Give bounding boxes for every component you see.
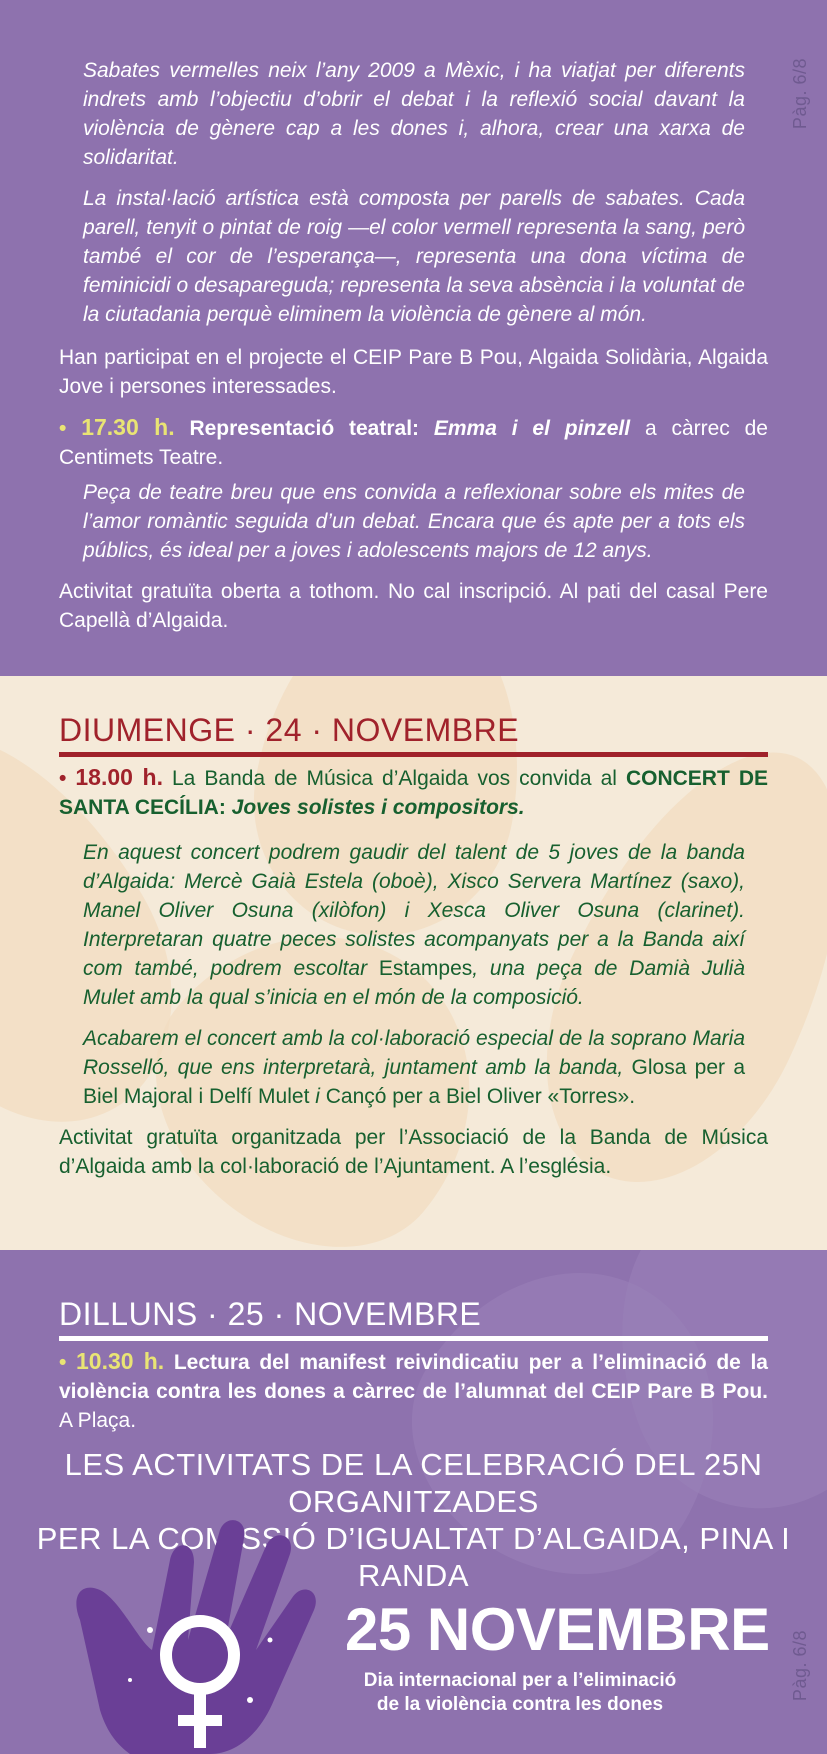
event-time: 17.30 h. [81, 414, 175, 440]
theatre-access-info: Activitat gratuïta oberta a tothom. No cal inscripció. Al pati del casal Pere Capellà d’Algaida. [59, 580, 768, 632]
concert-event [59, 763, 768, 822]
event-rest: A Plaça. [59, 1409, 137, 1432]
page-number-bottom: Pàg. 6/8 [790, 1630, 810, 1702]
section-sunday [0, 676, 827, 1250]
section1-content [59, 56, 768, 635]
concert-desc-b: , una peça de Damià Julià Mulet amb la qual s’inicia en el món de la composició. [83, 957, 745, 1009]
soprano-description [83, 1024, 745, 1111]
event-time: 18.00 h. [75, 764, 163, 790]
theatre-description: Peça de teatre breu que ens convida a reflexionar sobre els mites de l’amor romàntic seguida d’un debat. Encara que és apte per a tots els públics, és ideal per a joves i adolescents majors de 12 anys. [83, 481, 745, 562]
section3-content [59, 1294, 768, 1435]
concert-description [83, 838, 745, 1012]
closing-line-2: PER LA COMISSIÓ D’IGUALTAT D’ALGAIDA, PINA I RANDA [36, 1521, 791, 1593]
red-shoes-intro: Sabates vermelles neix l’any 2009 a Mèxic, i ha viatjat per diferents indrets amb l’objectiu d’obrir el debat i la reflexió social davant la violència de gènere cap a les dones i, alhora, crear una xarxa de solidaritat. [83, 59, 745, 169]
event-title: Emma i el pinzell [433, 417, 631, 440]
event-bold: CONCERT DE SANTA CECÍLIA: [59, 767, 768, 819]
soprano-desc-a: Acabarem el concert amb la col·laboració especial de la soprano Maria Rosselló, que ens interpretarà, juntament amb la banda, [83, 1027, 745, 1079]
participants-paragraph: Han participat en el projecte el CEIP Pare B Pou, Algaida Solidària, Algaida Jove i persones interessades. [59, 346, 768, 398]
day-title-sunday: DIUMENGE · 24 · NOVEMBRE [59, 710, 768, 757]
event-rest: a càrrec de Centimets Teatre. [59, 417, 768, 469]
event-time: 10.30 h. [76, 1348, 165, 1374]
theatre-event [59, 413, 768, 472]
logo-subtitle [345, 1669, 695, 1717]
event-subtitle: Joves solistes i compositors. [231, 796, 525, 819]
day-title-monday: DILLUNS · 25 · NOVEMBRE [59, 1294, 768, 1341]
concert-organizers: Activitat gratuïta organitzada per l’Associació de la Banda de Música d’Algaida amb la col·laboració de l’Ajuntament. A l’església. [59, 1126, 768, 1178]
page-number-top: Pàg. 6/8 [790, 58, 810, 130]
closing-line-1: LES ACTIVITATS DE LA CELEBRACIÓ DEL 25N ORGANITZADES [64, 1447, 763, 1519]
bullet-icon: • [59, 767, 67, 790]
manifest-event [59, 1347, 768, 1435]
installation-description: La instal·lació artística està composta per parells de sabates. Cada parell, tenyit o pintat de roig —el color vermell representa la sang, però també el cor de l’esperança—, representa una dona víctima de feminicidi o desapareguda; representa la seva absència i la voluntat de la ciutadania perquè eliminem la violència de gènere al món. [83, 187, 745, 326]
logo-title: 25 NOVEMBRE [345, 1596, 770, 1663]
soprano-conj: i [315, 1085, 320, 1108]
logo-subtitle-line-2: de la violència contra les dones [376, 1694, 664, 1715]
bullet-icon: • [59, 417, 67, 440]
work-title-glosa: Glosa per a Biel Majoral i Delfí Mulet [83, 1056, 745, 1108]
work-title-canco: Cançó per a Biel Oliver «Torres». [325, 1085, 636, 1108]
event-label: Representació teatral: [189, 417, 420, 440]
section-saturday-continued [0, 0, 827, 676]
event-text: La Banda de Música d’Algaida vos convida al [172, 767, 617, 790]
logo-subtitle-line-1: Dia internacional per a l’eliminació [363, 1670, 677, 1691]
bullet-icon: • [59, 1351, 67, 1374]
event-bold: Lectura del manifest reivindicatiu per a l’eliminació de la violència contra les dones a càrrec de l’alumnat del CEIP Pare B Pou. [59, 1351, 768, 1403]
concert-desc-a: En aquest concert podrem gaudir del talent de 5 joves de la banda d’Algaida: Mercè Gaià Estela (oboè), Xisco Servera Martínez (saxo), Manel Oliver Osuna (xilòfon) i Xesca Oliver Osuna (clarinet). Interpretaran quatre peces solistes acompanyats per a la Banda així com també, podrem escoltar [83, 841, 745, 980]
section2-content [59, 710, 768, 1181]
work-title-estampes: Estampes [378, 957, 473, 980]
